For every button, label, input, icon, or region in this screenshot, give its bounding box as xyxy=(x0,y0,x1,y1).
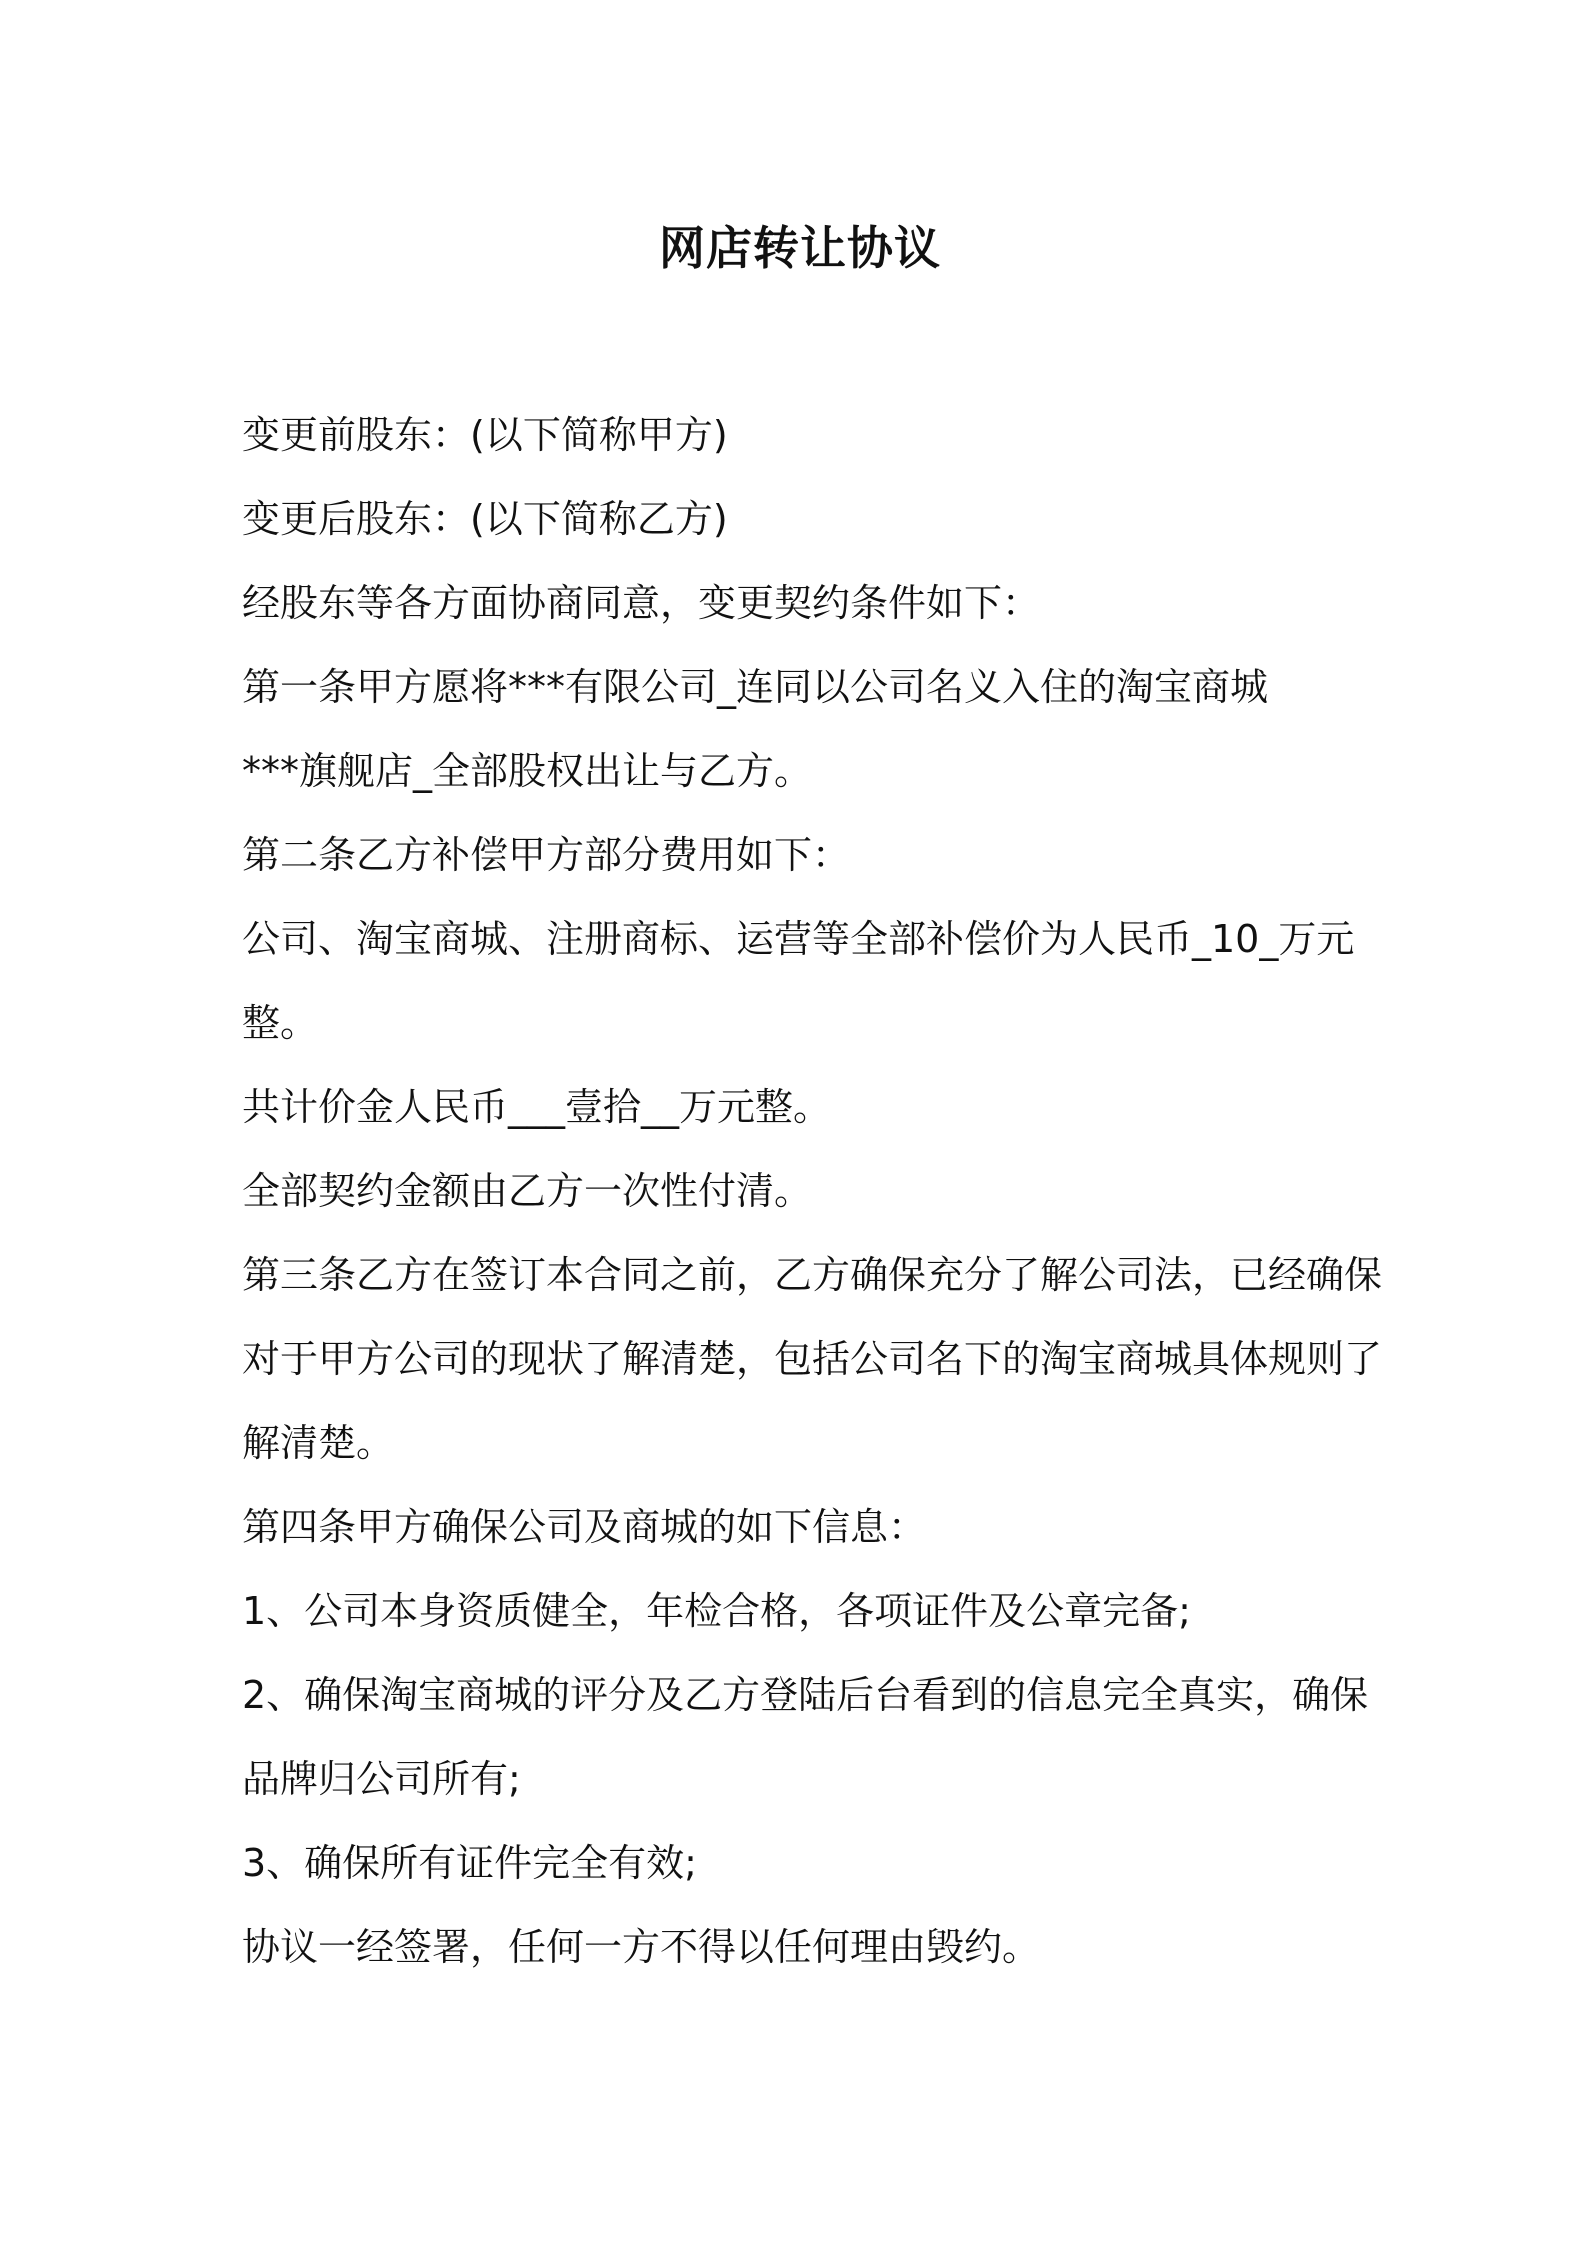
text-line: 整。 xyxy=(242,1001,319,1045)
text-line: 第三条乙方在签订本合同之前，乙方确保充分了解公司法，已经确保 xyxy=(242,1253,1382,1297)
text-line: 3、确保所有证件完全有效; xyxy=(242,1841,697,1885)
text-line: 变更后股东：(以下简称乙方) xyxy=(242,497,728,541)
text-line: 第四条甲方确保公司及商城的如下信息： xyxy=(242,1505,927,1549)
list-item-2 xyxy=(242,1653,1382,1821)
paragraph-compensation xyxy=(242,897,1382,1065)
paragraph-closing xyxy=(242,1905,1382,1989)
paragraph-article-3 xyxy=(242,1233,1382,1485)
list-item-3 xyxy=(242,1821,1382,1905)
text-line: 全部契约金额由乙方一次性付清。 xyxy=(242,1169,813,1213)
text-line: 经股东等各方面协商同意，变更契约条件如下： xyxy=(242,581,1041,625)
paragraph-article-4 xyxy=(242,1485,1382,1569)
text-line: 变更前股东：(以下简称甲方) xyxy=(242,413,728,457)
text-line: 解清楚。 xyxy=(242,1421,395,1465)
list-item-1 xyxy=(242,1569,1382,1653)
text-line: 1、公司本身资质健全，年检合格，各项证件及公章完备; xyxy=(242,1589,1191,1633)
text-line: 公司、淘宝商城、注册商标、运营等全部补偿价为人民币_10_万元 xyxy=(242,917,1355,961)
text-line: 第一条甲方愿将***有限公司_连同以公司名义入住的淘宝商城 xyxy=(242,665,1269,709)
paragraph-preamble xyxy=(242,561,1382,645)
text-line: 共计价金人民币___壹拾__万元整。 xyxy=(242,1085,832,1129)
text-line: ***旗舰店_全部股权出让与乙方。 xyxy=(242,749,813,793)
paragraph-article-2 xyxy=(242,813,1382,897)
paragraph-payment xyxy=(242,1149,1382,1233)
paragraph-total-price xyxy=(242,1065,1382,1149)
text-line: 协议一经签署，任何一方不得以任何理由毁约。 xyxy=(242,1925,1041,1969)
text-line: 2、确保淘宝商城的评分及乙方登陆后台看到的信息完全真实，确保 xyxy=(242,1673,1369,1717)
text-line: 对于甲方公司的现状了解清楚，包括公司名下的淘宝商城具体规则了 xyxy=(242,1337,1382,1381)
text-line: 第二条乙方补偿甲方部分费用如下： xyxy=(242,833,851,877)
text-line: 品牌归公司所有; xyxy=(242,1757,521,1801)
paragraph-former-shareholder xyxy=(242,393,1382,477)
document-body xyxy=(242,393,1382,1989)
document-title: 网店转让协议 xyxy=(659,221,941,275)
paragraph-article-1 xyxy=(242,645,1382,813)
paragraph-new-shareholder xyxy=(242,477,1382,561)
